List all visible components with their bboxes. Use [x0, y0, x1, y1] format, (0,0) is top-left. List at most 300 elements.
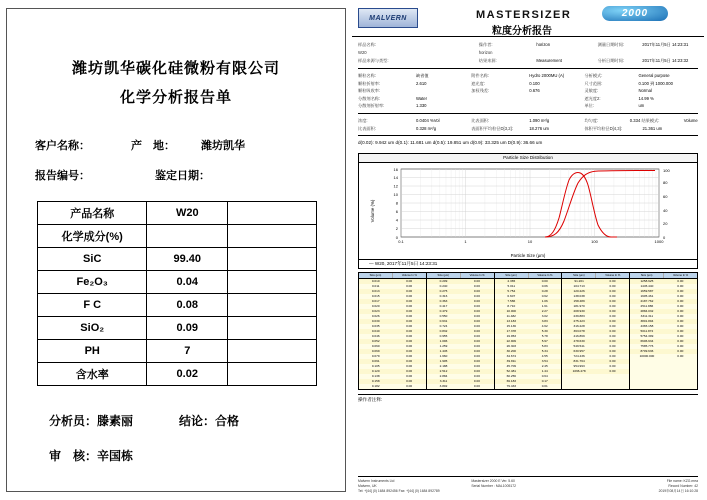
cell-size: 1.660: [439, 354, 448, 359]
cell-size: 0.011: [371, 284, 380, 289]
row-blank-0: [228, 248, 317, 271]
report-title-cn: 粒度分析报告: [492, 26, 552, 37]
row-value-5: 0.02: [147, 363, 228, 386]
cell-volume: 0.00: [609, 334, 616, 339]
cell-volume: 3.83: [541, 319, 548, 324]
cell-size: 181.970: [573, 304, 585, 309]
cell-volume: 0.00: [677, 314, 684, 319]
sa-value: 1.090: [529, 117, 540, 123]
d32-value: 18.276: [529, 125, 543, 131]
chart-svg: [359, 163, 699, 259]
result-table-column: [562, 273, 630, 389]
col-header-size: Size (µm): [495, 273, 529, 278]
sa-unit: m²/g: [540, 117, 550, 123]
cell-volume: 0.00: [609, 344, 616, 349]
cell-size: 0.158: [371, 379, 380, 384]
cell-size: 416.869: [573, 334, 585, 339]
cell-volume: 0.00: [473, 284, 480, 289]
svg-text:10: 10: [393, 192, 398, 198]
col-header-volume: Volume In %: [401, 274, 417, 278]
cell-volume: 0.00: [677, 344, 684, 349]
dispersant-ri-value: 1.330: [416, 103, 427, 109]
cell-size: 0.417: [439, 304, 448, 309]
sample-info-block: [358, 41, 698, 69]
col-header-size: Size (µm): [359, 273, 393, 278]
cell-volume: 0.00: [609, 304, 616, 309]
cell-size: 19.953: [506, 334, 517, 339]
cell-volume: 0.64: [541, 374, 548, 379]
cell-size: 3.311: [439, 379, 448, 384]
result-table-column: [359, 273, 427, 389]
cell-volume: 2.45: [541, 364, 548, 369]
sensitivity-label: 灵敏度:: [584, 88, 599, 94]
cell-size: 1.905: [439, 359, 448, 364]
size-range-value: 0.100 到 1000.000: [638, 80, 673, 86]
cell-size: 0.030: [371, 319, 380, 324]
cell-volume: 0.00: [406, 349, 413, 354]
analysis-model-label: 分析模式:: [584, 73, 603, 78]
cell-volume: 0.00: [677, 329, 684, 334]
report-no-label: 报告编号：: [35, 170, 90, 182]
cell-volume: 0.01: [541, 384, 548, 389]
cell-volume: 0.00: [677, 319, 684, 324]
cell-volume: 0.00: [473, 324, 480, 329]
mastersizer-report: [352, 2, 704, 498]
cell-size: 7.586: [507, 299, 516, 304]
origin-label: 产 地：: [131, 140, 175, 152]
cell-volume: 3.02: [541, 314, 548, 319]
cell-volume: 0.00: [677, 279, 684, 284]
table-row: [38, 248, 317, 271]
cell-volume: 0.17: [541, 379, 548, 384]
cell-size: 91.201: [574, 279, 584, 284]
cell-size: 15.136: [506, 324, 517, 329]
malvern-logo: MALVERN: [358, 8, 418, 28]
cell-volume: 0.00: [609, 279, 616, 284]
cell-size: 79.433: [506, 384, 517, 389]
cell-size: 0.060: [371, 344, 380, 349]
cell-size: 275.423: [573, 319, 585, 324]
cell-size: 0.040: [371, 329, 380, 334]
cell-size: 208.930: [573, 309, 585, 314]
cell-size: 11.482: [506, 314, 516, 319]
cell-size: 3311.311: [640, 314, 654, 319]
cell-size: 39.811: [506, 359, 516, 364]
cell-volume: 0.00: [609, 319, 616, 324]
cell-volume: 0.00: [473, 314, 480, 319]
analysis-datetime-value: 2017年11月5日 14:23:32: [642, 58, 689, 63]
cell-size: 0.120: [371, 369, 380, 374]
sample-info-row: [358, 41, 698, 49]
cell-volume: 4.62: [541, 324, 548, 329]
cell-volume: 0.62: [541, 294, 548, 299]
cell-volume: 1.06: [541, 299, 548, 304]
cell-size: 5.011: [507, 284, 516, 289]
cell-volume: 0.00: [677, 284, 684, 289]
cell-size: 45.709: [506, 364, 517, 369]
cell-volume: 0.00: [609, 324, 616, 329]
operator-note-label: 操作者注释:: [358, 394, 698, 403]
cell-volume: 5.78: [541, 334, 548, 339]
concentration-unit: %Vol: [429, 117, 440, 123]
footer-company: Malvern Instruments Ltd: [358, 479, 395, 483]
row-blank-1: [228, 271, 317, 294]
svg-text:20: 20: [663, 221, 668, 227]
cell-volume: 0.00: [677, 324, 684, 329]
row-name-1: Fe₂O₃: [38, 271, 147, 294]
row-blank-4: [228, 340, 317, 363]
cell-size: 831.764: [573, 359, 585, 364]
cell-volume: 0.00: [406, 289, 413, 294]
accessory-value: Hydro 2000MU (A): [529, 73, 565, 78]
svg-text:100: 100: [591, 239, 598, 245]
cell-volume: 0.00: [406, 279, 413, 284]
dispersant-ri-label: 分散剂折射率:: [358, 103, 385, 109]
particle-name-label: 颗粒名称:: [358, 73, 376, 78]
cell-size: 0.020: [371, 304, 380, 309]
concentration-cell: [358, 117, 471, 132]
svg-text:10: 10: [527, 239, 533, 245]
cell-size: 0.275: [439, 289, 448, 294]
svg-text:8: 8: [395, 200, 398, 206]
cell-volume: 0.00: [406, 359, 413, 364]
cell-size: 8.710: [507, 304, 516, 309]
residual-label: 加权残差:: [471, 88, 490, 94]
row-blank-2: [228, 294, 317, 317]
chart-x-axis-label: Particle Size (µm): [510, 253, 546, 259]
report-title: 化学分析报告单: [119, 89, 232, 106]
footer-location: Malvern, UK: [358, 484, 377, 488]
ssa-label: 比表面积:: [358, 125, 376, 131]
cell-volume: 0.00: [406, 324, 413, 329]
cell-size: 2.884: [439, 374, 448, 379]
obscuration-value: 0.100: [529, 80, 540, 86]
cell-size: 363.078: [573, 329, 585, 334]
svg-text:12: 12: [393, 183, 398, 189]
cell-volume: 0.00: [473, 289, 480, 294]
analysis-params-column: [584, 72, 697, 110]
sample-info-row: [358, 57, 698, 65]
cell-volume: 0.06: [541, 284, 548, 289]
cell-volume: 0.00: [406, 299, 413, 304]
footer-left: [358, 479, 471, 494]
cell-volume: 4.55: [541, 354, 548, 359]
cell-size: 0.046: [371, 334, 380, 339]
cell-size: 0.052: [371, 339, 380, 344]
operator-label: 操作者:: [478, 42, 493, 47]
cell-volume: 0.00: [473, 329, 480, 334]
chart-plot-area: [359, 163, 697, 259]
svg-text:80: 80: [663, 180, 668, 186]
cell-size: 52.481: [506, 369, 517, 374]
brand-model-badge: 2000: [602, 6, 668, 21]
cell-volume: 0.00: [473, 304, 480, 309]
cell-size: 0.069: [371, 349, 380, 354]
cell-volume: 0.00: [473, 384, 480, 389]
customer-label: 客户名称：: [35, 140, 90, 152]
svg-text:0: 0: [663, 235, 666, 241]
accessory-label: 附件名称:: [471, 73, 490, 78]
cell-size: 478.630: [573, 339, 585, 344]
cell-volume: 0.00: [677, 289, 684, 294]
customer-row: [35, 137, 345, 153]
concentration-value: 0.0404: [416, 117, 429, 123]
unit-label: 单位:: [584, 103, 594, 109]
sample-name-label: 样品名称:: [358, 42, 376, 47]
cell-size: 60.256: [506, 374, 517, 379]
cell-size: 0.479: [439, 309, 448, 314]
table-row: [38, 202, 317, 225]
d-values-line: d(0.02): 9.942 um d(0.1): 11.681 um d(0.5): 19.851 um d(0.9): 33.325 um D(0.9): 36.66 um: [358, 140, 543, 146]
cell-size: 0.209: [439, 279, 448, 284]
sample-name-text: W20: [358, 50, 367, 55]
chart-y-axis-label: Volume (%): [369, 199, 375, 223]
cell-size: 0.026: [371, 314, 380, 319]
cell-volume: 0.00: [406, 294, 413, 299]
cell-size: 7585.776: [640, 344, 654, 349]
svg-text:4: 4: [395, 217, 398, 223]
svg-text:16: 16: [393, 167, 398, 173]
footer-version: Mastersizer 2000 E Ver. 5.60: [471, 479, 515, 483]
operator-name-text: horizon: [478, 50, 493, 55]
result-mode-value: Volume: [683, 117, 698, 123]
chart-legend: [359, 259, 697, 268]
result-source-value: Measurement: [536, 58, 562, 63]
brand-name: MASTERSIZER: [476, 9, 572, 21]
cell-size: 0.240: [439, 284, 448, 289]
cell-volume: 0.00: [406, 354, 413, 359]
particle-ri-value: 2.610: [416, 80, 427, 86]
svg-text:0: 0: [395, 235, 398, 241]
cell-size: 0.010: [371, 279, 380, 284]
cell-size: 1905.461: [640, 294, 654, 299]
cell-volume: 0.00: [541, 279, 548, 284]
row-value-3: 0.09: [147, 317, 228, 340]
col-header-size: Size (µm): [630, 273, 664, 278]
cell-volume: 0.00: [609, 314, 616, 319]
sample-name-value: [414, 41, 479, 49]
cell-size: 1445.440: [640, 284, 654, 289]
cell-size: 138.038: [573, 294, 585, 299]
cell-volume: 0.00: [677, 304, 684, 309]
col-header-volume: Volume In %: [673, 274, 689, 278]
cell-volume: 0.00: [473, 339, 480, 344]
cell-volume: 0.00: [406, 364, 413, 369]
obscuration2-value: 14.99 %: [638, 95, 654, 101]
cell-volume: 0.00: [406, 309, 413, 314]
cell-size: 104.713: [573, 284, 585, 289]
cell-size: 0.363: [439, 299, 448, 304]
analysis-datetime-label: 分析日期时间:: [597, 58, 624, 63]
cell-volume: 0.00: [406, 384, 413, 389]
row-blank-3: [228, 317, 317, 340]
row-name-3: SiO₂: [38, 317, 147, 340]
d32-label: 表面积平均粒径D[3,2]:: [471, 125, 513, 131]
row-blank-5: [228, 363, 317, 386]
table-row: [38, 271, 317, 294]
cell-size: 0.013: [371, 289, 380, 294]
cell-size: 1.096: [439, 339, 448, 344]
cell-size: 1.259: [439, 344, 448, 349]
cell-size: 4365.158: [640, 324, 654, 329]
result-table-column: [495, 273, 563, 389]
ssa-unit: m²/g: [427, 125, 437, 131]
cell-volume: 0.00: [406, 284, 413, 289]
obscuration2-label: 遮光度2:: [584, 95, 601, 101]
analyst-label: 分析员：滕素丽: [49, 414, 134, 428]
cell-volume: 0.00: [406, 369, 413, 374]
cell-volume: 0.00: [609, 354, 616, 359]
analyst-row: [49, 412, 345, 429]
chemical-analysis-report: [6, 8, 346, 492]
cell-volume: 0.00: [609, 284, 616, 289]
dispersant-name-label: 分散剂名称:: [358, 95, 381, 101]
report-no-row: [35, 167, 345, 183]
cell-volume: 1.61: [541, 304, 548, 309]
composition-blank-1: [147, 225, 228, 248]
cell-volume: 0.00: [473, 279, 480, 284]
cell-size: 5754.399: [640, 334, 654, 339]
cell-volume: 0.00: [473, 344, 480, 349]
cell-volume: 0.00: [406, 344, 413, 349]
particle-ri-label: 颗粒折射率:: [358, 80, 381, 86]
footer-contact: Tel: +[44] (0) 1684 892456 Fax: +[44] (0) 1684 892789: [358, 489, 440, 493]
cell-size: 17.378: [506, 329, 517, 334]
cell-size: 316.228: [573, 324, 585, 329]
cell-volume: 0.00: [473, 309, 480, 314]
cell-size: 549.541: [573, 344, 585, 349]
concentration-label: 浓度:: [358, 117, 368, 123]
cell-volume: 0.00: [677, 349, 684, 354]
cell-size: 2884.032: [640, 309, 654, 314]
surface-area-cell: [471, 117, 584, 132]
cell-volume: 0.00: [609, 299, 616, 304]
sa-label: 比表面积:: [471, 117, 490, 123]
footer-serial: Serial Number : MAL1005172: [471, 484, 516, 488]
cell-size: 0.631: [439, 319, 448, 324]
cell-size: 2187.762: [640, 299, 654, 304]
cell-size: 2511.886: [640, 304, 654, 309]
cell-size: 0.316: [439, 294, 448, 299]
cell-size: 724.436: [573, 354, 585, 359]
svg-text:1: 1: [464, 239, 467, 245]
particle-abs-label: 颗粒吸收率:: [358, 88, 381, 94]
cell-size: 30.200: [506, 349, 517, 354]
cell-volume: 0.00: [473, 349, 480, 354]
table-row: [38, 363, 317, 386]
cell-volume: 0.00: [473, 354, 480, 359]
cell-size: 8709.636: [640, 349, 654, 354]
col-header-volume: Volume In %: [605, 274, 621, 278]
svg-text:100: 100: [663, 168, 670, 174]
cell-volume: 0.00: [609, 369, 616, 374]
cell-volume: 0.00: [609, 309, 616, 314]
svg-text:6: 6: [395, 209, 398, 215]
cell-size: 1659.587: [640, 289, 654, 294]
cell-size: 10000.000: [639, 354, 655, 359]
cell-size: 0.015: [371, 294, 380, 299]
product-name-header: 产品名称: [38, 202, 147, 225]
unit-value: um: [638, 103, 645, 109]
table-row: [38, 340, 317, 363]
cell-volume: 3.54: [541, 359, 548, 364]
table-row: [38, 225, 317, 248]
svg-text:60: 60: [663, 194, 668, 200]
cell-size: 26.303: [506, 344, 517, 349]
row-name-5: 含水率: [38, 363, 147, 386]
row-name-2: F C: [38, 294, 147, 317]
footer-filename: File name: KZG.mea: [666, 479, 698, 483]
composition-label: 化学成分(%): [38, 225, 147, 248]
cell-volume: 0.00: [609, 364, 616, 369]
cell-size: 1258.925: [640, 279, 654, 284]
cell-size: 158.489: [573, 299, 585, 304]
cell-volume: 0.28: [541, 289, 548, 294]
composition-blank-2: [228, 225, 317, 248]
uniformity-value: 0.334: [629, 117, 641, 123]
cell-size: 0.138: [371, 374, 380, 379]
cell-volume: 0.00: [677, 339, 684, 344]
cell-size: 3.802: [439, 384, 448, 389]
svg-text:14: 14: [393, 175, 398, 181]
cell-volume: 1.44: [541, 369, 548, 374]
cell-volume: 0.00: [473, 359, 480, 364]
obscuration-label: 遮光度:: [471, 80, 485, 86]
sample-info-row: [358, 49, 698, 57]
measure-datetime-label: 测量日期时间:: [597, 42, 624, 47]
cell-volume: 0.00: [473, 369, 480, 374]
cell-volume: 0.00: [406, 304, 413, 309]
cell-volume: 0.00: [609, 289, 616, 294]
origin-value: 潍坊凯华: [201, 140, 245, 152]
cell-volume: 0.00: [473, 334, 480, 339]
statistics-block: [358, 117, 698, 136]
cell-volume: 5.83: [541, 344, 548, 349]
cell-size: 2.188: [439, 364, 448, 369]
cell-size: 34.674: [506, 354, 517, 359]
cell-size: 0.105: [371, 364, 380, 369]
result-data-tables: [358, 272, 698, 390]
cell-size: 22.909: [506, 339, 517, 344]
d43-unit: um: [656, 125, 663, 131]
footer-print-date: 2019年08月14日 16:10:28: [658, 489, 698, 493]
cell-size: 1096.478: [572, 369, 586, 374]
cell-size: 630.957: [573, 349, 585, 354]
cell-volume: 0.00: [406, 379, 413, 384]
cell-volume: 0.00: [609, 359, 616, 364]
particle-params-column: [358, 72, 471, 110]
cell-size: 3801.894: [640, 319, 654, 324]
cell-size: 5.754: [507, 289, 516, 294]
cell-size: 0.023: [371, 309, 380, 314]
cell-size: 10.000: [506, 309, 517, 314]
d43-value: 21.361: [642, 125, 656, 131]
cell-volume: 0.00: [473, 374, 480, 379]
row-name-0: SiC: [38, 248, 147, 271]
svg-text:2: 2: [395, 226, 398, 232]
reviewer-label: 审 核：辛国栋: [49, 449, 134, 463]
result-table-column: [630, 273, 697, 389]
cell-size: 0.182: [371, 384, 380, 389]
cell-volume: 0.00: [677, 294, 684, 299]
cell-volume: 0.00: [609, 349, 616, 354]
chart-title: Particle Size Distribution: [359, 154, 697, 163]
cell-volume: 0.00: [406, 319, 413, 324]
cell-volume: 0.00: [609, 339, 616, 344]
report-footer: [358, 476, 698, 494]
d43-label: 体积平均粒径D[4,3]:: [584, 125, 622, 131]
cell-volume: 2.27: [541, 309, 548, 314]
